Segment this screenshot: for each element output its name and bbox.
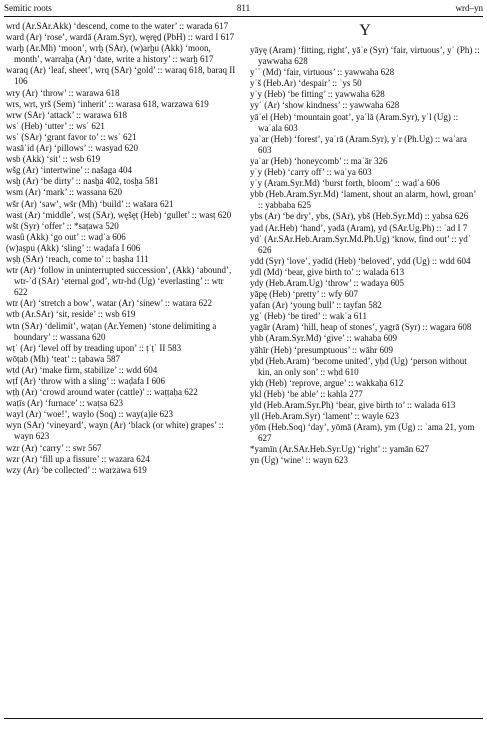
- dictionary-entry: wtn (SAr) ‘delimit’, waṭan (Ar.Yemen) ‘stone delimiting a boundary’ :: wassana 620: [6, 320, 217, 342]
- dictionary-entry: ygʿ (Heb) ‘be tired’ :: wakʿa 611: [250, 311, 367, 322]
- dictionary-entry: wasāʾid (Ar) ‘pillows’ :: wasyad 620: [6, 143, 139, 154]
- dictionary-entry: yʿy (Aram.Syr.Md) ‘burst forth, bloom’ :: waḍʿa 606: [250, 178, 440, 189]
- dictionary-entry: ydl (Md) ‘bear, give birth to’ :: walada 613: [250, 266, 405, 277]
- dictionary-entry: yn (Ug) ‘wine’ :: wayn 623: [250, 455, 349, 466]
- dictionary-entry: wšt (Syr) ‘offer’ :: *saṭawa 520: [6, 220, 119, 231]
- dictionary-entry: ybs (Ar) ‘be dry’, ybs, (SAr), ybš (Heb.Syr.Md) :: yabsa 626: [250, 211, 469, 222]
- dictionary-entry: wsḫ (Ar) ‘be dirty’ :: nasḫa 402, tosḫa 581: [6, 176, 159, 187]
- dictionary-entry: wšr (Ar) ‘saw’, wšr (Mh) ‘build’ :: wašara 621: [6, 198, 174, 209]
- dictionary-entry: yāʾel (Heb) ‘mountain goat’, yaʿlā (Aram.Syr), yʿl (Ug) :: waʿala 603: [250, 111, 459, 133]
- dictionary-entry: warḫ (Ar.Mh) ‘moon’, wrḫ (SAr), (w)arḫu (Akk) ‘moon, month’, warraḫa (Ar) ‘date, write a history’ :: warḫ 617: [6, 43, 214, 65]
- dictionary-entry: wtr (Ar) ‘stretch a bow’, watar (Ar) ‘sinew’ :: watara 622: [6, 298, 212, 309]
- dictionary-entry: wtr (Ar) ‘follow in uninterrupted succession’, (Akk) ‘abound’, wtr-ʾd (SAr) ‘eternal god’, wtr-hd (Ug) ‘everlasting’ :: wtr 622: [6, 265, 232, 298]
- dictionary-entry: yōm (Heb.Soq) ‘day’, yōmā (Aram), ym (Ug) :: ʾama 21, yom 627: [250, 422, 475, 444]
- dictionary-entry: (w)aṣpu (Akk) ‘sling’ :: waḍafa I 606: [6, 242, 141, 253]
- header-section-title: Semitic roots: [4, 3, 52, 13]
- dictionary-entry: wsʾ (Heb) ‘utter’ :: wsʾ 621: [6, 120, 105, 131]
- letter-section-heading: Y: [359, 22, 371, 39]
- header-entry-range: wrd–yn: [455, 3, 483, 13]
- header-page-number: 811: [236, 3, 251, 13]
- right-column: [250, 21, 480, 467]
- dictionary-entry: yāpę (Heb) ‘pretty’ :: wfy 607: [250, 289, 359, 300]
- dictionary-entry: wsʾ (SAr) ‘grant favor to’ :: wsʾ 621: [6, 131, 137, 142]
- left-column: [6, 21, 236, 476]
- header-rule: [4, 16, 483, 17]
- dictionary-entry: wzr (Ar) ‘carry’ :: swr 567: [6, 442, 102, 453]
- dictionary-entry: ydd (Syr) ‘love’, yәdīd (Heb) ‘beloved’, ydd (Ug) :: wdd 604: [250, 255, 471, 266]
- dictionary-entry: wzy (Ar) ‘be collected’ :: warzawa 619: [6, 464, 147, 475]
- dictionary-entry: yhb (Aram.Syr.Md) ‘give’ :: wahaba 609: [250, 333, 398, 344]
- dictionary-entry: yʾy (Heb) ‘be fitting’ :: yawwaha 628: [250, 89, 385, 100]
- dictionary-entry: wzr (Ar) ‘fill up a fissure’ :: wazara 624: [6, 453, 150, 464]
- dictionary-entry: ydʿ (Ar.SAr.Heb.Aram.Syr.Md.Ph.Ug) ‘know, find out’ :: ydʿ 626: [250, 233, 471, 255]
- dictionary-entry: ykl (Heb) ‘be able’ :: kәhla 277: [250, 388, 363, 399]
- footer-rule: [4, 718, 483, 719]
- dictionary-entry: wṭf (Ar) ‘throw with a sling’ :: waḍafa I 606: [6, 376, 166, 386]
- dictionary-entry: ydy (Heb.Aram.Ug) ‘throw’ :: wadaya 605: [250, 277, 405, 288]
- dictionary-entry: wṭḥ (Ar) ‘crowd around water (cattle)’ :: waṭṭaḥa 622: [6, 387, 198, 398]
- dictionary-entry: wtb (Ar.SAr) ‘sit, reside’ :: wsb 619: [6, 309, 136, 320]
- running-header: [4, 2, 483, 16]
- dictionary-entry: waraq (Ar) ‘leaf, sheet’, wrq (SAr) ‘gold’ :: waraq 618, baraq II 106: [6, 65, 236, 87]
- dictionary-entry: wṭʾ (Ar) ‘level off by treading upon’ :: ṭʾṭʾ II 583: [6, 342, 182, 353]
- dictionary-entry: wyn (SAr) ‘vineyard’, wayn (Ar) ‘black (or white) grapes’ :: wayn 623: [6, 420, 224, 442]
- dictionary-entry: wrs, wrt, yrš (Sem) ‘inherit’ :: warasa 618, warzawa 619: [6, 98, 209, 109]
- dictionary-entry: yʿy (Heb) ‘carry off’ :: waʿya 603: [250, 167, 372, 178]
- dictionary-entry: wšg (Ar) ‘intertwine’ :: našaga 404: [6, 165, 133, 176]
- dictionary-entry: wōṭab (Mh) ‘teat’ :: ṭabawa 587: [6, 353, 121, 364]
- dictionary-entry: yāhīr (Heb) ‘presumptuous’ :: wāhr 609: [250, 344, 394, 355]
- dictionary-entry: yḥd (Heb.Aram) ‘become united’, yḥd (Ug) ‘person without kin, an only son’ :: wḥd 610: [250, 355, 467, 377]
- right-column-entries: [250, 45, 480, 467]
- dictionary-entry: yaʿar (Heb) ‘honeycomb’ :: maʿār 326: [250, 155, 388, 166]
- dictionary-entry: wsb (Akk) ‘sit’ :: wsb 619: [6, 154, 101, 165]
- dictionary-entry: wṣḥ (SAr) ‘reach, come to’ :: baṣha 111: [6, 253, 149, 264]
- dictionary-entry: ykḥ (Heb) ‘reprove, argue’ :: wakkaḥa 612: [250, 377, 404, 388]
- dictionary-entry: yәgār (Aram) ‘hill, heap of stones’, yagrā (Syr) :: wagara 608: [250, 322, 472, 333]
- dictionary-entry: yaʿar (Heb) ‘forest’, yaʿrā (Aram.Syr), yʿr (Ph.Ug) :: waʿara 603: [250, 133, 467, 155]
- dictionary-entry: yʾʾ (Md) ‘fair, virtuous’ :: yawwaha 628: [250, 67, 395, 78]
- dictionary-entry: wasû (Akk) ‘go out’ :: waḍʾa 606: [6, 231, 126, 242]
- dictionary-entry: yad (Ar.Heb) ‘hand’, yәdā (Aram), yd (SAr.Ug.Ph) :: ʾad I 7: [250, 222, 468, 233]
- dictionary-entry: wry (Ar) ‘throw’ :: warawa 618: [6, 87, 120, 98]
- dictionary-entry: yafan (Ar) ‘young bull’ :: tayfan 582: [250, 300, 382, 311]
- dictionary-entry: yʾš (Heb.Ar) ‘despair’ :: ʾys 50: [250, 78, 362, 89]
- dictionary-entry: yll (Heb.Aram.Syr) ‘lament’ :: wayle 623: [250, 411, 400, 422]
- dictionary-entry: wrd (Ar.SAr.Akk) ‘descend, come to the water’ :: warada 617: [6, 21, 229, 31]
- dictionary-entry: wayl (Ar) ‘woe!’, waylo (Soq) :: way(a)le 623: [6, 409, 173, 420]
- dictionary-entry: ybb (Heb.Aram.Syr.Md) ‘lament, shout an alarm, howl, groan’ :: yabbaba 625: [250, 189, 476, 211]
- dictionary-entry: *yamīn (Ar.SAr.Heb.Syr.Ug) ‘right’ :: yamān 627: [250, 444, 430, 455]
- dictionary-entry: wṭd (Ar) ‘make firm, stabilize’ :: wdd 604: [6, 364, 158, 375]
- dictionary-entry: wsm (Ar) ‘mark’ :: wassana 620: [6, 187, 123, 198]
- dictionary-entry: yyʾ (Ar) ‘show kindness’ :: yawwaha 628: [250, 100, 400, 111]
- dictionary-entry: yāyę (Aram) ‘fitting, right’, yāʾe (Syr) ‘fair, virtuous’, yʾ (Ph) :: yawwaha 628: [250, 45, 480, 67]
- dictionary-entry: wast (Ar) ‘middle’, wsṭ (SAr), węšęṭ (Heb) ‘gullet’ :: wasṭ 620: [6, 209, 232, 220]
- dictionary-entry: ward (Ar) ‘rose’, wardā (Aram.Syr), węręḏ (PbH) :: ward I 617: [6, 32, 235, 43]
- dictionary-entry: yld (Heb.Aram.Syr.Ph) ‘bear, give birth to’ :: walada 613: [250, 400, 456, 410]
- dictionary-entry: waṭīs (Ar) ‘furnace’ :: waṭsa 623: [6, 398, 124, 409]
- dictionary-entry: wrw (SAr) ‘attack’ :: warawa 618: [6, 109, 128, 120]
